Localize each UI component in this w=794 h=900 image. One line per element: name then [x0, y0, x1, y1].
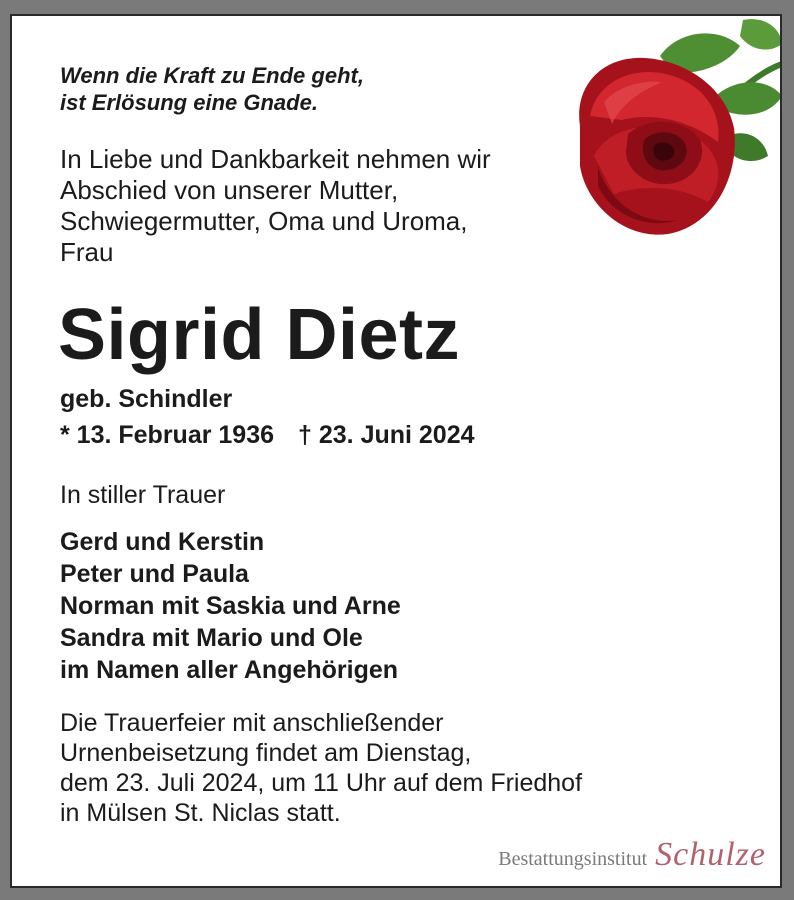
quote-line: ist Erlösung eine Gnade.: [60, 90, 318, 115]
family-member: Peter und Paula: [60, 560, 249, 588]
birth-name: geb. Schindler: [60, 385, 233, 413]
intro-line: Schwiegermutter, Oma und Uroma,: [60, 206, 468, 236]
mourning-label: In stiller Trauer: [60, 481, 226, 509]
undertaker-institute: Bestattungsinstitut: [498, 848, 648, 870]
life-dates: [60, 420, 475, 450]
intro-line: Abschied von unserer Mutter,: [60, 175, 399, 205]
rose-icon: [568, 16, 782, 246]
deceased-name: Sigrid Dietz: [58, 295, 461, 375]
service-info: [60, 708, 740, 828]
service-line: Die Trauerfeier mit anschließender: [60, 709, 444, 737]
undertaker-logo: [498, 836, 766, 874]
service-line: dem 23. Juli 2024, um 11 Uhr auf dem Friedhof: [60, 769, 583, 797]
quote: [60, 62, 520, 116]
family-member: Gerd und Kerstin: [60, 528, 265, 556]
service-line: Urnenbeisetzung findet am Dienstag,: [60, 739, 472, 767]
obituary-card: [10, 14, 782, 888]
service-line: in Mülsen St. Niclas statt.: [60, 799, 341, 827]
family-member: Sandra mit Mario und Ole: [60, 624, 363, 652]
birth-date: * 13. Februar 1936: [60, 421, 275, 449]
death-date: † 23. Juni 2024: [298, 421, 475, 449]
family-list: [60, 526, 401, 686]
undertaker-brand: Schulze: [655, 836, 766, 873]
quote-line: Wenn die Kraft zu Ende geht,: [60, 63, 364, 88]
intro-line: Frau: [60, 237, 114, 267]
family-member: im Namen aller Angehörigen: [60, 656, 399, 684]
intro-text: [60, 144, 570, 268]
family-member: Norman mit Saskia und Arne: [60, 592, 401, 620]
intro-line: In Liebe und Dankbarkeit nehmen wir: [60, 144, 491, 174]
